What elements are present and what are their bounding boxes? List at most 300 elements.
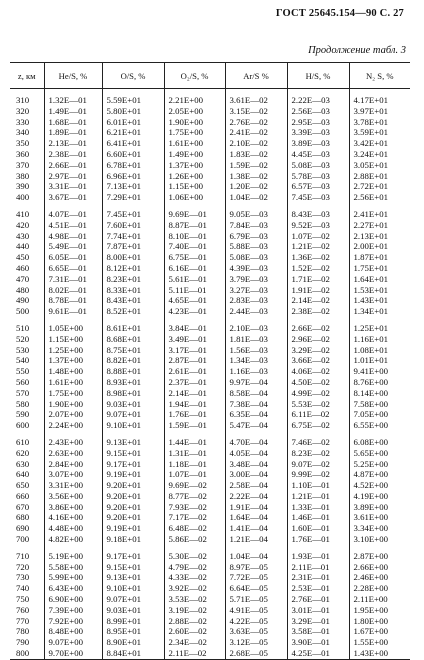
o2-cell: 1.49E+00 [164, 149, 225, 160]
altitude-cell: 540 [16, 355, 30, 366]
ar-cell: 3.61E—02 [225, 95, 287, 106]
table-row [10, 388, 410, 399]
he-cell: 2.97E—01 [44, 171, 102, 182]
o2-cell: 8.77E—02 [164, 491, 225, 502]
o2-cell: 7.40E—01 [164, 241, 225, 252]
table-row [10, 399, 410, 410]
ar-cell: 9.05E—03 [225, 209, 287, 220]
table-row [10, 192, 410, 203]
n2-cell: 1.87E+01 [349, 252, 410, 263]
h-cell: 1.60E—01 [287, 523, 349, 534]
n2-cell: 3.89E+00 [349, 502, 410, 513]
ar-cell: 3.12E—05 [225, 637, 287, 648]
he-cell: 3.31E+00 [44, 480, 102, 491]
h-cell: 2.22E—03 [287, 95, 349, 106]
table-header-row [10, 63, 410, 89]
table-body [10, 89, 410, 660]
table-row [10, 469, 410, 480]
o-cell: 8.84E+01 [102, 648, 164, 659]
o2-cell: 7.17E—02 [164, 512, 225, 523]
h-cell: 1.52E—02 [287, 263, 349, 274]
o2-cell: 3.49E—01 [164, 334, 225, 345]
h-cell: 7.45E—03 [287, 192, 349, 203]
ar-cell: 1.21E—04 [225, 534, 287, 545]
altitude-cell: 620 [16, 447, 30, 458]
o-cell: 9.15E+01 [102, 562, 164, 573]
o-cell: 6.41E+01 [102, 138, 164, 149]
n2-cell: 2.88E+01 [349, 171, 410, 182]
altitude-cell: 480 [16, 284, 30, 295]
n2-cell: 3.78E+01 [349, 117, 410, 128]
ar-cell: 7.72E—05 [225, 572, 287, 583]
n2-cell: 2.13E+01 [349, 231, 410, 242]
h-cell: 1.46E—01 [287, 512, 349, 523]
o2-cell: 1.37E+00 [164, 160, 225, 171]
table-row [10, 437, 410, 448]
table-row [10, 523, 410, 534]
o2-cell: 3.19E—02 [164, 605, 225, 616]
table-row [10, 274, 410, 285]
o2-cell: 2.11E—02 [164, 648, 225, 659]
he-cell: 8.48E+00 [44, 626, 102, 637]
o2-cell: 3.53E—02 [164, 594, 225, 605]
o-cell: 8.88E+01 [102, 366, 164, 377]
altitude-cell: 380 [16, 170, 30, 181]
he-cell: 6.43E+00 [44, 583, 102, 594]
altitude-cell: 320 [16, 105, 30, 116]
ar-cell: 4.05E—04 [225, 448, 287, 459]
he-cell: 2.43E+00 [44, 437, 102, 448]
he-cell: 2.63E+00 [44, 448, 102, 459]
o-cell: 6.96E+01 [102, 171, 164, 182]
h-cell: 1.36E—02 [287, 252, 349, 263]
altitude-cell: 570 [16, 387, 30, 398]
altitude-cell: 660 [16, 490, 30, 501]
table-row [10, 231, 410, 242]
header-o: O/S, % [102, 63, 164, 89]
table-row [10, 616, 410, 627]
altitude-cell: 470 [16, 273, 30, 284]
header-altitude: z, км [10, 63, 44, 89]
o-cell: 8.93E+01 [102, 377, 164, 388]
he-cell: 4.16E+00 [44, 512, 102, 523]
h-cell: 1.21E—01 [287, 491, 349, 502]
h-cell: 1.33E—01 [287, 502, 349, 513]
h-cell: 2.95E—03 [287, 117, 349, 128]
he-cell: 2.38E—01 [44, 149, 102, 160]
ar-cell: 3.79E—03 [225, 274, 287, 285]
he-cell: 1.68E—01 [44, 117, 102, 128]
he-cell: 5.99E+00 [44, 572, 102, 583]
he-cell: 9.70E+00 [44, 648, 102, 659]
he-cell: 9.07E+00 [44, 637, 102, 648]
n2-cell: 1.16E+01 [349, 334, 410, 345]
n2-cell: 2.72E+01 [349, 181, 410, 192]
he-cell: 8.78E—01 [44, 295, 102, 306]
o2-cell: 3.92E—02 [164, 583, 225, 594]
altitude-cell: 610 [16, 436, 30, 447]
o2-cell: 2.05E+00 [164, 106, 225, 117]
h-cell: 5.78E—03 [287, 171, 349, 182]
h-cell: 1.91E—02 [287, 285, 349, 296]
he-cell: 6.90E+00 [44, 594, 102, 605]
table-continuation-caption: Продолжение табл. 3 [308, 45, 406, 56]
he-cell: 1.15E+00 [44, 334, 102, 345]
ar-cell: 6.35E—04 [225, 409, 287, 420]
altitude-cell: 680 [16, 512, 30, 523]
o-cell: 9.07E+01 [102, 409, 164, 420]
altitude-cell: 700 [16, 534, 30, 545]
altitude-cell: 400 [16, 192, 30, 203]
he-cell: 4.51E—01 [44, 220, 102, 231]
altitude-cell: 760 [16, 604, 30, 615]
altitude-cell: 710 [16, 550, 30, 561]
o2-cell: 2.60E—02 [164, 626, 225, 637]
o-cell: 6.60E+01 [102, 149, 164, 160]
o-cell: 8.68E+01 [102, 334, 164, 345]
ar-cell: 4.91E—05 [225, 605, 287, 616]
table-row [10, 502, 410, 513]
n2-cell: 1.34E+01 [349, 306, 410, 317]
table-row [10, 117, 410, 128]
he-cell: 4.98E—01 [44, 231, 102, 242]
o2-cell: 6.48E—02 [164, 523, 225, 534]
header-o2: O₂/S, % [164, 63, 225, 89]
h-cell: 3.66E—02 [287, 355, 349, 366]
h-cell: 7.46E—02 [287, 437, 349, 448]
altitude-cell: 600 [16, 420, 30, 431]
table-row [10, 138, 410, 149]
n2-cell: 8.76E+00 [349, 377, 410, 388]
o-cell: 9.10E+01 [102, 420, 164, 431]
table-row [10, 149, 410, 160]
n2-cell: 4.87E+00 [349, 469, 410, 480]
ar-cell: 3.63E—05 [225, 626, 287, 637]
o2-cell: 1.18E—01 [164, 459, 225, 470]
header-he: He/S, % [44, 63, 102, 89]
o-cell: 7.13E+01 [102, 181, 164, 192]
table-row [10, 583, 410, 594]
o-cell: 8.98E+01 [102, 388, 164, 399]
ar-cell: 7.84E—03 [225, 220, 287, 231]
o2-cell: 1.06E+00 [164, 192, 225, 203]
o2-cell: 2.37E—01 [164, 377, 225, 388]
h-cell: 3.29E—02 [287, 345, 349, 356]
h-cell: 9.07E—02 [287, 459, 349, 470]
n2-cell: 1.67E+00 [349, 626, 410, 637]
he-cell: 2.84E+00 [44, 459, 102, 470]
n2-cell: 2.11E+00 [349, 594, 410, 605]
he-cell: 8.02E—01 [44, 285, 102, 296]
he-cell: 6.05E—01 [44, 252, 102, 263]
table-row [10, 594, 410, 605]
n2-cell: 1.43E+01 [349, 295, 410, 306]
altitude-cell: 750 [16, 594, 30, 605]
ar-cell: 6.79E—03 [225, 231, 287, 242]
ar-cell: 3.27E—03 [225, 285, 287, 296]
o-cell: 6.78E+01 [102, 160, 164, 171]
altitude-cell: 410 [16, 208, 30, 219]
o-cell: 8.33E+01 [102, 285, 164, 296]
ar-cell: 3.15E—02 [225, 106, 287, 117]
he-cell: 1.32E—01 [44, 95, 102, 106]
he-cell: 1.25E+00 [44, 345, 102, 356]
altitude-cell: 800 [10, 648, 44, 659]
n2-cell: 1.75E+01 [349, 263, 410, 274]
ar-cell: 2.76E—02 [225, 117, 287, 128]
o2-cell: 4.79E—02 [164, 562, 225, 573]
n2-cell: 2.46E+00 [349, 572, 410, 583]
ar-cell: 1.20E—02 [225, 181, 287, 192]
altitude-cell: 550 [16, 366, 30, 377]
he-cell: 2.66E—01 [44, 160, 102, 171]
table-row [10, 95, 410, 106]
he-cell: 1.89E—01 [44, 127, 102, 138]
he-cell: 4.48E+00 [44, 523, 102, 534]
altitude-cell: 640 [16, 469, 30, 480]
o2-cell: 1.59E—01 [164, 420, 225, 431]
o2-cell: 6.16E—01 [164, 263, 225, 274]
o-cell: 9.17E+01 [102, 551, 164, 562]
n2-cell: 1.01E+01 [349, 355, 410, 366]
altitude-cell: 500 [16, 306, 30, 317]
n2-cell: 2.66E+00 [349, 562, 410, 573]
o-cell: 9.20E+01 [102, 491, 164, 502]
ar-cell: 5.08E—03 [225, 252, 287, 263]
ar-cell: 2.10E—03 [225, 323, 287, 334]
ar-cell: 1.59E—02 [225, 160, 287, 171]
o-cell: 9.13E+01 [102, 437, 164, 448]
o2-cell: 2.88E—02 [164, 616, 225, 627]
o-cell: 8.23E+01 [102, 274, 164, 285]
he-cell: 3.67E—01 [44, 192, 102, 203]
table-row [10, 420, 410, 431]
o2-cell: 4.23E—01 [164, 306, 225, 317]
table-row [10, 306, 410, 317]
o2-cell: 1.90E+00 [164, 117, 225, 128]
o2-cell: 9.69E—02 [164, 480, 225, 491]
he-cell: 3.31E—01 [44, 181, 102, 192]
o2-cell: 3.84E—01 [164, 323, 225, 334]
ar-cell: 5.88E—03 [225, 241, 287, 252]
n2-cell: 1.95E+00 [349, 605, 410, 616]
table-row [10, 345, 410, 356]
altitude-cell: 770 [16, 615, 30, 626]
h-cell: 6.75E—02 [287, 420, 349, 431]
altitude-cell: 560 [16, 376, 30, 387]
o-cell: 9.13E+01 [102, 572, 164, 583]
table-row [10, 106, 410, 117]
altitude-cell: 340 [16, 127, 30, 138]
n2-cell: 6.55E+00 [349, 420, 410, 431]
he-cell: 7.39E+00 [44, 605, 102, 616]
h-cell: 4.50E—02 [287, 377, 349, 388]
o-cell: 8.99E+01 [102, 616, 164, 627]
n2-cell: 3.10E+00 [349, 534, 410, 545]
h-cell: 8.43E—03 [287, 209, 349, 220]
ar-cell: 3.48E—04 [225, 459, 287, 470]
o2-cell: 7.93E—02 [164, 502, 225, 513]
he-cell: 5.49E—01 [44, 241, 102, 252]
o2-cell: 5.11E—01 [164, 285, 225, 296]
he-cell: 7.92E+00 [44, 616, 102, 627]
he-cell: 4.82E+00 [44, 534, 102, 545]
table-row [10, 551, 410, 562]
altitude-cell: 670 [16, 501, 30, 512]
table-row [10, 562, 410, 573]
ar-cell: 1.56E—03 [225, 345, 287, 356]
he-cell: 7.31E—01 [44, 274, 102, 285]
o2-cell: 1.31E—01 [164, 448, 225, 459]
o-cell: 9.20E+01 [102, 512, 164, 523]
he-cell: 1.90E+00 [44, 399, 102, 410]
ar-cell: 4.39E—03 [225, 263, 287, 274]
n2-cell: 1.80E+00 [349, 616, 410, 627]
table-row [10, 171, 410, 182]
n2-cell: 2.28E+00 [349, 583, 410, 594]
he-cell: 3.07E+00 [44, 469, 102, 480]
o2-cell: 1.44E—01 [164, 437, 225, 448]
ar-cell: 4.22E—05 [225, 616, 287, 627]
o2-cell: 1.15E+00 [164, 181, 225, 192]
he-cell: 1.48E+00 [44, 366, 102, 377]
ar-cell: 1.64E—04 [225, 512, 287, 523]
o-cell: 9.07E+01 [102, 594, 164, 605]
h-cell: 3.29E—01 [287, 616, 349, 627]
o-cell: 8.90E+01 [102, 637, 164, 648]
o2-cell: 1.26E+00 [164, 171, 225, 182]
o2-cell: 2.21E+00 [164, 95, 225, 106]
n2-cell: 1.25E+01 [349, 323, 410, 334]
ar-cell: 6.64E—05 [225, 583, 287, 594]
n2-cell: 2.56E+01 [349, 192, 410, 203]
altitude-cell: 740 [16, 583, 30, 594]
o-cell: 5.80E+01 [102, 106, 164, 117]
h-cell: 1.76E—01 [287, 534, 349, 545]
h-cell: 2.56E—03 [287, 106, 349, 117]
n2-cell: 9.41E+00 [349, 366, 410, 377]
o-cell: 9.19E+01 [102, 523, 164, 534]
o-cell: 7.60E+01 [102, 220, 164, 231]
ar-cell: 2.41E—02 [225, 127, 287, 138]
o-cell: 7.74E+01 [102, 231, 164, 242]
h-cell: 2.11E—01 [287, 562, 349, 573]
table-row [10, 127, 410, 138]
o-cell: 7.29E+01 [102, 192, 164, 203]
table-row [10, 491, 410, 502]
n2-cell: 8.14E+00 [349, 388, 410, 399]
altitude-cell: 780 [16, 626, 30, 637]
n2-cell: 2.41E+01 [349, 209, 410, 220]
he-cell: 3.56E+00 [44, 491, 102, 502]
altitude-cell: 390 [16, 181, 30, 192]
o2-cell: 2.14E—01 [164, 388, 225, 399]
o-cell: 8.52E+01 [102, 306, 164, 317]
table-row [10, 241, 410, 252]
n2-cell: 5.25E+00 [349, 459, 410, 470]
o2-cell: 8.87E—01 [164, 220, 225, 231]
table-row [10, 323, 410, 334]
n2-cell: 6.08E+00 [349, 437, 410, 448]
o-cell: 8.75E+01 [102, 345, 164, 356]
ar-cell: 1.34E—03 [225, 355, 287, 366]
ar-cell: 2.58E—04 [225, 480, 287, 491]
table-row [10, 285, 410, 296]
n2-cell: 3.24E+01 [349, 149, 410, 160]
altitude-cell: 520 [16, 333, 30, 344]
h-cell: 2.38E—02 [287, 306, 349, 317]
he-cell: 6.65E—01 [44, 263, 102, 274]
altitude-cell: 370 [16, 159, 30, 170]
ar-cell: 1.81E—03 [225, 334, 287, 345]
ar-cell: 5.47E—04 [225, 420, 287, 431]
he-cell: 2.07E+00 [44, 409, 102, 420]
table-row [10, 263, 410, 274]
o-cell: 9.03E+01 [102, 399, 164, 410]
h-cell: 1.93E—01 [287, 551, 349, 562]
table-row [10, 252, 410, 263]
table-row [10, 366, 410, 377]
table-row [10, 334, 410, 345]
n2-cell: 1.43E+00 [349, 648, 410, 659]
altitude-cell: 530 [16, 344, 30, 355]
h-cell: 4.45E—03 [287, 149, 349, 160]
n2-cell: 2.00E+01 [349, 241, 410, 252]
n2-cell: 3.05E+01 [349, 160, 410, 171]
he-cell: 5.58E+00 [44, 562, 102, 573]
n2-cell: 1.64E+01 [349, 274, 410, 285]
header-n2: N₂ S, % [349, 63, 410, 89]
o-cell: 9.18E+01 [102, 534, 164, 545]
ar-cell: 1.83E—02 [225, 149, 287, 160]
h-cell: 5.53E—02 [287, 399, 349, 410]
o-cell: 9.15E+01 [102, 448, 164, 459]
altitude-cell: 630 [16, 458, 30, 469]
n2-cell: 3.34E+00 [349, 523, 410, 534]
h-cell: 3.90E—01 [287, 637, 349, 648]
n2-cell: 3.59E+01 [349, 127, 410, 138]
altitude-cell: 650 [16, 480, 30, 491]
o-cell: 8.43E+01 [102, 295, 164, 306]
h-cell: 2.53E—01 [287, 583, 349, 594]
n2-cell: 7.05E+00 [349, 409, 410, 420]
he-cell: 2.24E+00 [44, 420, 102, 431]
o-cell: 6.01E+01 [102, 117, 164, 128]
he-cell: 1.49E—01 [44, 106, 102, 117]
o-cell: 8.61E+01 [102, 323, 164, 334]
altitude-cell: 790 [16, 637, 30, 648]
table-row [10, 626, 410, 637]
atmosphere-composition-table [10, 62, 410, 660]
table-row [10, 637, 410, 648]
h-cell: 3.58E—01 [287, 626, 349, 637]
o-cell: 5.59E+01 [102, 95, 164, 106]
altitude-cell: 510 [16, 322, 30, 333]
h-cell: 2.14E—02 [287, 295, 349, 306]
he-cell: 4.07E—01 [44, 209, 102, 220]
table-row [10, 220, 410, 231]
he-cell: 1.05E+00 [44, 323, 102, 334]
o-cell: 9.20E+01 [102, 502, 164, 513]
h-cell: 3.89E—03 [287, 138, 349, 149]
table-row [10, 605, 410, 616]
o-cell: 9.20E+01 [102, 480, 164, 491]
h-cell: 5.08E—03 [287, 160, 349, 171]
ar-cell: 9.97E—04 [225, 377, 287, 388]
o2-cell: 5.86E—02 [164, 534, 225, 545]
h-cell: 6.57E—03 [287, 181, 349, 192]
o2-cell: 2.87E—01 [164, 355, 225, 366]
